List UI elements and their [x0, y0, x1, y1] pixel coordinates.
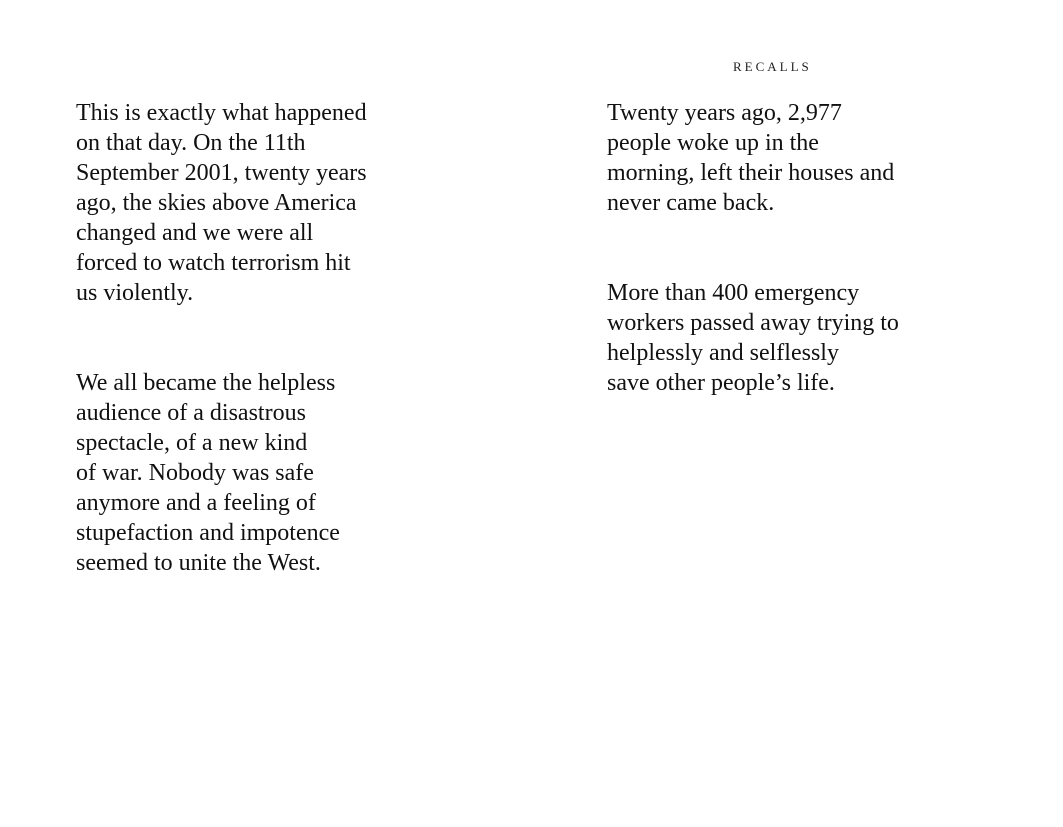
right-text-column: [607, 68, 1027, 458]
left-paragraph-1: This is exactly what happened on that day. On the 11th September 2001, twenty years ago, the skies above America changed and we were all forced to watch terrorism hit us violently.: [76, 100, 367, 306]
section-kicker: RECALLS: [733, 59, 812, 74]
right-paragraph-1: Twenty years ago, 2,977 people woke up in the morning, left their houses and never came back.: [607, 100, 895, 216]
left-paragraph-2: We all became the helpless audience of a disastrous spectacle, of a new kind of war. Nobody was safe anymore and a feeling of stupefaction and impotence seemed to unite the West.: [76, 370, 340, 576]
left-text-column: [76, 68, 496, 638]
right-paragraph-2: More than 400 emergency workers passed away trying to helplessly and selflessly save other people’s life.: [607, 280, 899, 396]
